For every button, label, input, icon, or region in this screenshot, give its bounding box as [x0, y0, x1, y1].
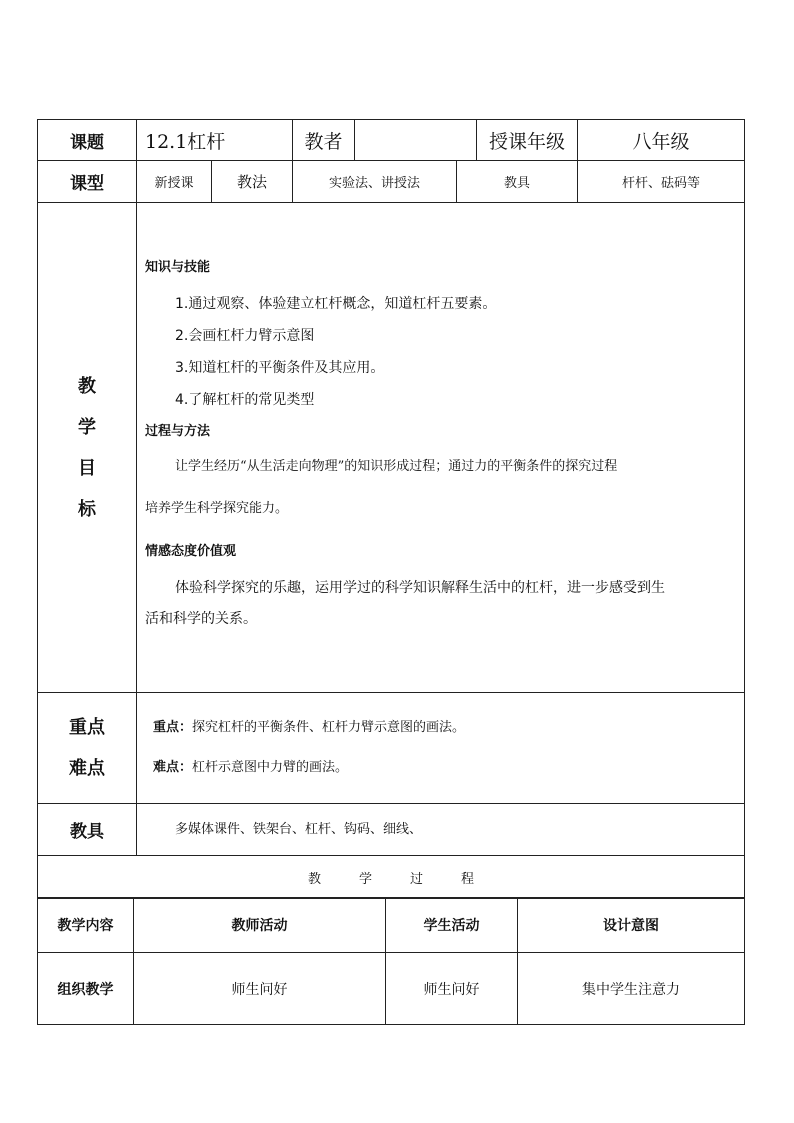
type-value: 新授课 — [137, 161, 212, 203]
key-points-content — [137, 693, 745, 804]
table-row — [38, 953, 745, 1025]
tools-value: 杆杆、砝码等 — [578, 161, 745, 203]
col-header: 设计意图 — [518, 898, 745, 953]
process-text: 让学生经历“从生活走向物理”的知识形成过程；通过力的平衡条件的探究过程 — [175, 459, 618, 474]
equipment-label: 教具 — [38, 804, 137, 856]
row-topic — [38, 120, 745, 161]
table-cell: 师生问好 — [134, 953, 386, 1025]
objective-item: 2.会画杠杆力臂示意图 — [175, 328, 315, 344]
knowledge-heading: 知识与技能 — [145, 260, 211, 275]
teacher-label: 教者 — [293, 120, 355, 161]
method-label: 教法 — [212, 161, 293, 203]
type-label: 课型 — [38, 161, 137, 203]
row-type — [38, 161, 745, 203]
row-key-points — [38, 693, 745, 804]
attitude-heading: 情感态度价值观 — [145, 544, 237, 559]
grade-value: 八年级 — [578, 120, 745, 161]
col-header: 教学内容 — [38, 898, 134, 953]
objective-item: 3.知道杠杆的平衡条件及其应用。 — [175, 360, 385, 376]
key-points-label: 重点 难点 — [38, 693, 137, 804]
objectives-content — [137, 203, 745, 693]
process-heading: 过程与方法 — [145, 424, 211, 439]
attitude-text-cont: 活和科学的关系。 — [145, 611, 257, 627]
objectives-label: 教 学 目 标 — [38, 203, 137, 693]
col-header: 教师活动 — [134, 898, 386, 953]
table-cell: 师生问好 — [386, 953, 518, 1025]
process-title: 教学过程 — [38, 856, 745, 899]
method-value: 实验法、讲授法 — [293, 161, 457, 203]
col-header: 学生活动 — [386, 898, 518, 953]
attitude-text: 体验科学探究的乐趣，运用学过的科学知识解释生活中的杠杆，进一步感受到生 — [175, 580, 665, 596]
row-equipment — [38, 804, 745, 856]
grade-label: 授课年级 — [477, 120, 578, 161]
topic-label: 课题 — [38, 120, 137, 161]
process-header-row — [38, 898, 745, 953]
key-point: 重点：探究杠杆的平衡条件、杠杆力臂示意图的画法。 — [153, 720, 466, 735]
topic-value: 12.1杠杆 — [137, 120, 293, 161]
tools-label: 教具 — [457, 161, 578, 203]
row-process-title — [38, 856, 745, 899]
process-table — [37, 897, 745, 1025]
objective-item: 4.了解杠杆的常见类型 — [175, 392, 315, 408]
table-cell: 集中学生注意力 — [518, 953, 745, 1025]
table-cell: 组织教学 — [38, 953, 134, 1025]
lesson-info-table — [37, 119, 745, 899]
row-objectives — [38, 203, 745, 693]
process-text-cont: 培养学生科学探究能力。 — [145, 501, 289, 516]
difficult-point: 难点：杠杆示意图中力臂的画法。 — [153, 760, 349, 775]
teacher-value — [355, 120, 477, 161]
objective-item: 1.通过观察、体验建立杠杆概念，知道杠杆五要素。 — [175, 296, 497, 312]
equipment-value: 多媒体课件、铁架台、杠杆、钩码、细线、 — [137, 804, 745, 856]
